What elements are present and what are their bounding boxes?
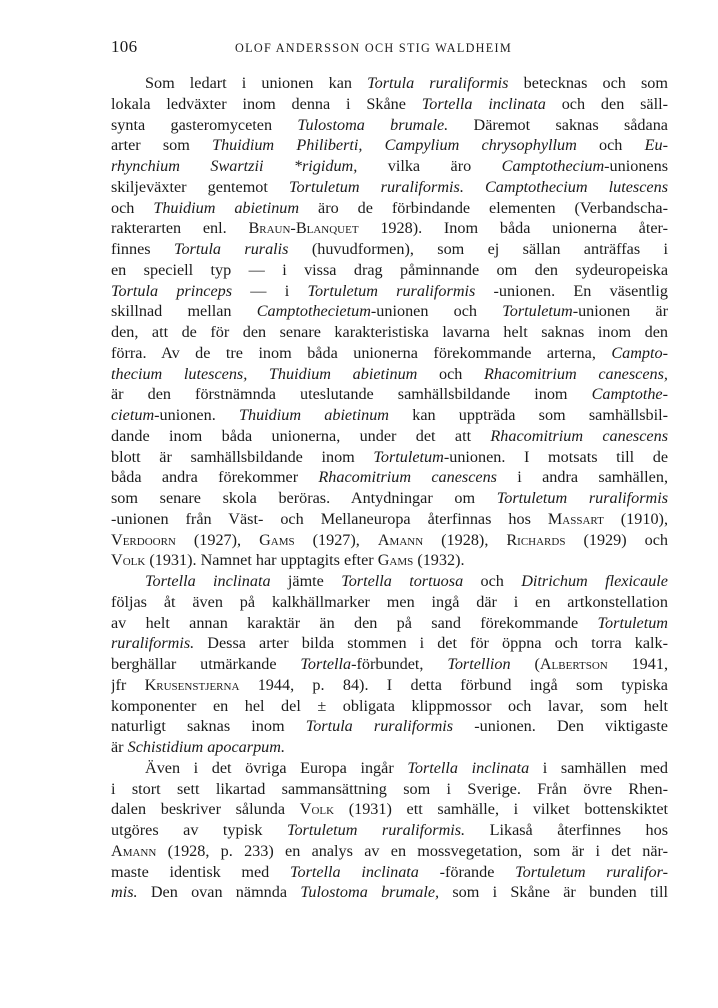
text-run: kan uppträda som samhällsbil- <box>389 406 668 424</box>
text-line <box>111 716 668 737</box>
text-run: lokala ledväxter inom denna i Skåne <box>111 94 422 113</box>
text-run: i andra samhällen, <box>496 468 668 487</box>
italic-text: Thuidium abietinum <box>238 406 389 424</box>
italic-text: Campto- <box>611 343 668 362</box>
italic-text: Tulostoma brumale, <box>300 883 440 902</box>
author-name: Gams <box>259 530 295 549</box>
text-run: arter som <box>111 136 213 155</box>
text-run: — i <box>232 281 308 300</box>
text-run: förra. Av de tre inom båda unionerna förekommande arterna, <box>111 343 612 362</box>
author-name: Amann <box>111 841 157 860</box>
italic-text: Rhacomitrium canescens <box>490 426 668 445</box>
text-run: -unionen. I motsats till de <box>443 447 668 466</box>
author-name: Verdoorn <box>111 530 176 549</box>
text-run: dande inom båda unionerna, under det att <box>111 426 491 445</box>
text-run: Däremot saknas sådana <box>448 115 668 134</box>
italic-text: Tortella inclinata <box>289 862 419 881</box>
text-line <box>111 613 668 634</box>
italic-text: Tortuletum <box>373 447 444 466</box>
text-run: (huvudformen), som ej sällan anträffas i <box>288 240 668 258</box>
text-line <box>111 115 668 136</box>
italic-text: Tortuletum ruraliformis. Camptothecium lutescens <box>289 177 668 196</box>
text-line <box>111 156 668 177</box>
text-run: Dessa arter bilda stommen i det för öppna och torra kalk- <box>194 634 668 653</box>
italic-text: thecium lutescens, Thuidium abietinum <box>111 364 418 383</box>
text-run: är <box>111 738 128 756</box>
text-run: och <box>463 572 522 590</box>
text-run: jfr <box>111 675 145 694</box>
italic-text: Tortuletum ruralifor- <box>515 862 668 881</box>
text-line <box>111 862 668 883</box>
italic-text: Tortuletum <box>502 302 573 321</box>
text-line <box>111 654 668 675</box>
italic-text: Tortula ruraliformis <box>305 717 454 736</box>
text-run: finnes <box>111 240 174 258</box>
text-run: äro de förbindande elementen (Verbandscha- <box>299 198 668 217</box>
text-run: av helt annan karaktär än den på sand förekommande <box>111 613 598 632</box>
text-run: maste identisk med <box>111 862 290 881</box>
text-line <box>111 94 668 115</box>
author-name: Amann <box>377 530 424 549</box>
text-run: naturligt saknas inom <box>111 717 306 736</box>
text-run: (1932). <box>413 551 465 570</box>
text-run: och den säll- <box>545 94 668 113</box>
text-line <box>111 218 668 239</box>
author-name: Massart <box>547 509 604 528</box>
text-run: en speciell typ — i vissa drag påminnande om den sydeuropeiska <box>111 260 668 279</box>
text-line <box>111 779 668 800</box>
text-run: som i Skåne är bunden till <box>439 883 668 902</box>
text-run: 1928). Inom båda unionerna åter- <box>358 219 668 238</box>
italic-text: Tortuletum <box>597 613 668 632</box>
text-line <box>111 177 668 198</box>
text-line <box>111 73 668 94</box>
text-run: -förande <box>418 862 516 881</box>
italic-text: Tortellion <box>447 655 511 673</box>
text-line <box>111 135 668 156</box>
text-line <box>111 281 668 302</box>
italic-text: Tortuletum ruraliformis <box>496 489 668 507</box>
italic-text: Camptothecietum <box>256 302 371 321</box>
text-run: synta gasteromyceten <box>111 115 298 134</box>
text-line <box>111 841 668 862</box>
text-line <box>111 467 668 488</box>
text-run: jämte <box>270 572 342 590</box>
text-line <box>111 364 668 385</box>
italic-text: Tortella tortuosa <box>341 572 464 590</box>
italic-text: Tortella inclinata <box>407 758 530 777</box>
text-line <box>111 737 668 758</box>
page-header <box>111 37 668 59</box>
text-run: (1931) ett samhälle, i vilket bottenskiktet <box>334 800 668 819</box>
text-run: -unionen är <box>572 302 668 321</box>
text-run: betecknas och som <box>508 74 668 92</box>
italic-text: Tortella inclinata <box>421 94 546 113</box>
page-number: 106 <box>111 37 138 56</box>
text-run: -förbundet, <box>351 655 448 673</box>
author-name: Richards <box>506 530 566 549</box>
text-run: är den förstnämnda uteslutande samhällsbildande inom <box>111 385 592 404</box>
text-run: (1928, p. 233) en analys av en mossvegetation, som är i det när- <box>156 841 668 860</box>
italic-text: Ditrichum flexicaule <box>521 572 668 590</box>
body-text <box>111 73 668 903</box>
italic-text: Tulostoma brumale. <box>297 115 449 134</box>
text-run: utgöres av typisk <box>111 821 287 839</box>
text-run: den, att de för den senare karakteristiska lavarna helt saknas inom den <box>111 323 668 341</box>
italic-text: Tortula ruralis <box>173 240 289 258</box>
author-name: Krusenstjerna <box>144 675 240 694</box>
text-line <box>111 633 668 654</box>
running-title: OLOF ANDERSSON OCH STIG WALDHEIM <box>235 41 513 55</box>
text-line <box>111 820 668 841</box>
text-run: och <box>576 136 645 155</box>
text-run: följas åt även på kalkhällmarker men ingå där i en artkonstellation <box>111 592 668 611</box>
italic-text: Thuidium Philiberti, Campylium chrysophyllum <box>212 136 577 155</box>
italic-text: Schistidium apocarpum. <box>127 738 285 756</box>
text-run: vilka äro <box>357 157 502 175</box>
text-run: (1927), <box>294 530 378 549</box>
italic-text: Camptothe- <box>591 385 668 404</box>
italic-text: Tortella <box>300 655 352 673</box>
text-run: Som ledart i unionen kan <box>145 74 368 92</box>
author-name: Volk <box>111 551 146 570</box>
text-line <box>111 592 668 613</box>
text-run: -unionens <box>604 157 668 175</box>
author-name: Albertson <box>539 655 608 673</box>
italic-text: Tortuletum ruraliformis <box>307 281 476 300</box>
text-run: berghällar utmärkande <box>111 655 301 673</box>
text-run: Likaså återfinnes hos <box>465 821 668 839</box>
text-line <box>111 696 668 717</box>
author-name: Gams <box>377 551 414 570</box>
author-name: Braun-Blanquet <box>248 219 359 238</box>
text-line <box>111 343 668 364</box>
text-run: -unionen. En väsentlig <box>475 281 668 300</box>
italic-text: Tortula princeps <box>111 281 233 300</box>
text-line <box>111 447 668 468</box>
italic-text: Thuidium abietinum <box>153 198 300 217</box>
text-run: -unionen från Väst- och Mellaneuropa återfinnas hos <box>111 509 548 528</box>
text-run: (1931). Namnet har upptagits efter <box>145 551 378 570</box>
text-line <box>111 550 668 571</box>
text-line <box>111 198 668 219</box>
text-line <box>111 405 668 426</box>
text-run: Även i det övriga Europa ingår <box>145 758 408 777</box>
text-line <box>111 509 668 530</box>
text-line <box>111 384 668 405</box>
text-line <box>111 571 668 592</box>
text-run: i samhällen med <box>529 758 668 777</box>
text-line <box>111 239 668 260</box>
text-run: (1928), <box>423 530 507 549</box>
text-line <box>111 799 668 820</box>
italic-text: Tortella inclinata <box>145 572 271 590</box>
text-run: -unionen. Den viktigaste <box>453 717 668 736</box>
text-run: ( <box>510 655 540 673</box>
text-line <box>111 426 668 447</box>
italic-text: Rhacomitrium canescens <box>318 468 497 487</box>
text-run: -unionen och <box>370 302 503 321</box>
text-run: Den ovan nämnda <box>137 883 301 902</box>
text-run: i stort sett likartad sammansättning som i Sverige. Från övre Rhen- <box>111 779 668 798</box>
text-run: skiljeväxter gentemot <box>111 177 290 196</box>
italic-text: ruraliformis. <box>111 634 195 653</box>
text-line <box>111 260 668 281</box>
text-run: (1927), <box>175 530 260 549</box>
text-run: dalen beskriver sålunda <box>111 800 300 819</box>
text-run: och <box>417 364 485 383</box>
text-run: (1910), <box>603 509 668 528</box>
text-line <box>111 488 668 509</box>
italic-text: mis. <box>111 883 138 902</box>
text-line <box>111 675 668 696</box>
italic-text: cietum <box>111 406 155 424</box>
text-run: rakterarten enl. <box>111 219 249 238</box>
text-run: komponenter en hel del ± obligata klippmossor och lavar, som helt <box>111 696 668 715</box>
text-run: 1941, <box>607 655 668 673</box>
italic-text: Tortuletum ruraliformis. <box>286 821 466 839</box>
text-run: skillnad mellan <box>111 302 257 321</box>
italic-text: Eu- <box>644 136 668 155</box>
text-run: -unionen. <box>154 406 239 424</box>
text-line <box>111 322 668 343</box>
italic-text: Camptothecium <box>501 157 605 175</box>
text-run: som senare skola beröras. Antydningar om <box>111 489 497 507</box>
text-line <box>111 530 668 551</box>
text-run: 1944, p. 84). I detta förbund ingå som typiska <box>239 675 668 694</box>
author-name: Volk <box>299 800 335 819</box>
italic-text: rhynchium Swartzii *rigidum, <box>111 157 358 175</box>
text-run: båda andra förekommer <box>111 468 319 487</box>
italic-text: Tortula ruraliformis <box>367 74 509 92</box>
text-run: och <box>111 198 154 217</box>
italic-text: Rhacomitrium canescens, <box>484 364 668 383</box>
text-line <box>111 758 668 779</box>
text-line <box>111 301 668 322</box>
text-run: blott är samhällsbildande inom <box>111 447 374 466</box>
text-run: (1929) och <box>565 530 668 549</box>
text-line <box>111 882 668 903</box>
